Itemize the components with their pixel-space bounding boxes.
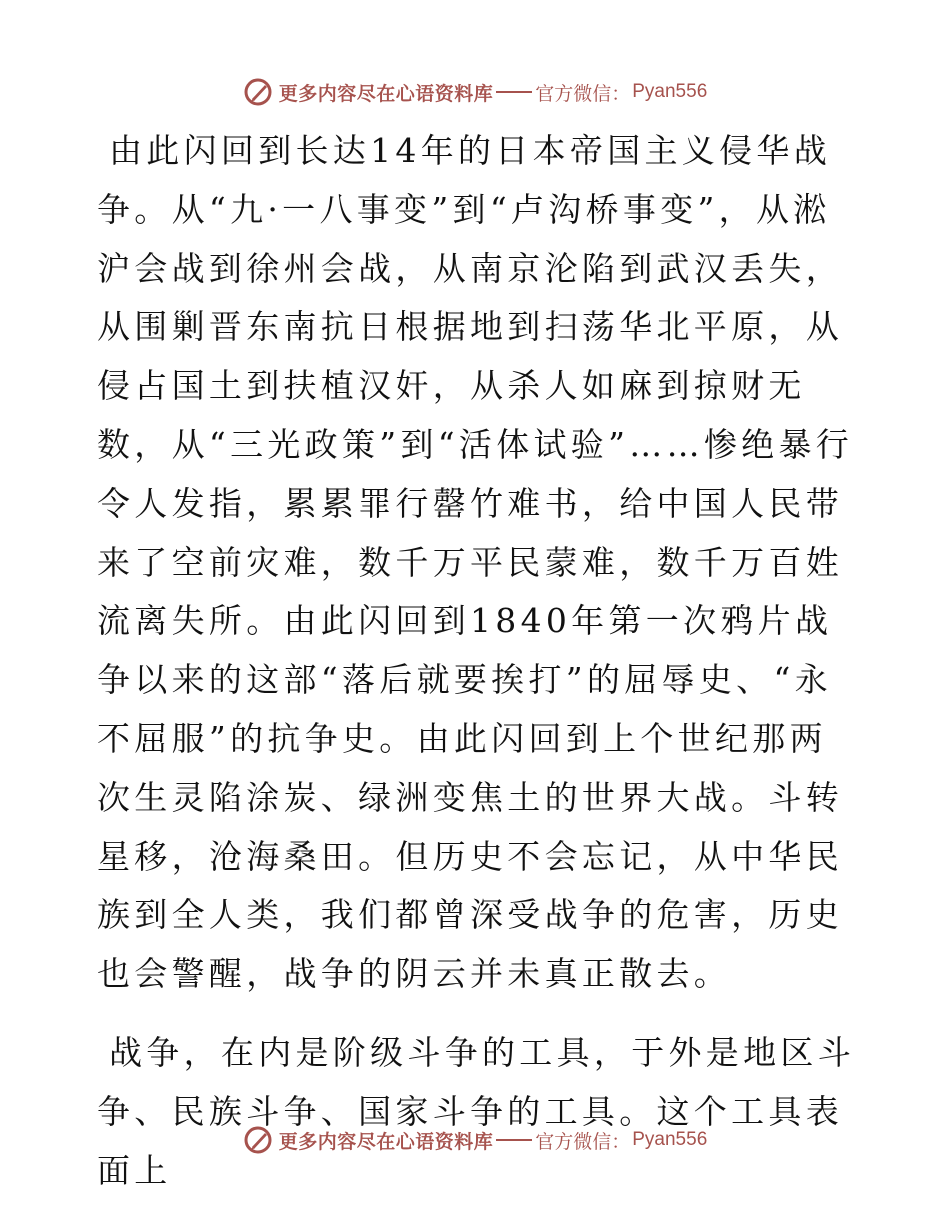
banner-wechat-id: Pyan556 — [632, 81, 708, 102]
paragraph-1-text: 由此闪回到长达14年的日本帝国主义侵华战争。从“九·一八事变”到“卢沟桥事变”，从淞沪会战到徐州会战，从南京沦陷到武汉丢失，从围剿晋东南抗日根据地到扫荡华北平原，从侵占国土到扶植汉奸，从杀人如麻到掠财无数，从“三光政策”到“活体试验”……惨绝暴行令人发指，累累罪行罄竹难书，给中国人民带来了空前灾难，数千万平民蒙难，数千万百姓流离失所。由此闪回到1840年第一次鸦片战争以来的这部“落后就要挨打”的屈辱史、“永不屈服”的抗争史。由此闪回到上个世纪那两次生灵陷涂炭、绿洲变焦土的世界大战。斗转星移，沧海桑田。但历史不会忘记，从中华民族到全人类，我们都曾深受战争的危害，历史也会警醒，战争的阴云并未真正散去。 — [97, 131, 854, 994]
paragraph-1 — [97, 122, 857, 1004]
document-body — [97, 122, 857, 1200]
banner-wechat-label: 官方微信： — [535, 1130, 631, 1153]
banner-divider — [496, 91, 532, 93]
banner-main-text: 更多内容尽在心语资料库 — [278, 1130, 494, 1153]
paragraph-2 — [97, 1024, 857, 1200]
paragraph-2-text: 战争，在内是阶级斗争的工具，于外是地区斗争、民族斗争、国家斗争的工具。这个工具表面上 — [97, 1032, 855, 1190]
banner-divider — [496, 1139, 532, 1141]
banner-wechat-id: Pyan556 — [632, 1129, 708, 1150]
footer-banner — [0, 1120, 950, 1160]
quill-pen-logo-icon — [243, 1125, 273, 1155]
banner-wechat-label: 官方微信： — [535, 82, 631, 105]
quill-pen-logo-icon — [243, 77, 273, 107]
header-banner — [0, 72, 950, 112]
banner-main-text: 更多内容尽在心语资料库 — [278, 82, 494, 105]
